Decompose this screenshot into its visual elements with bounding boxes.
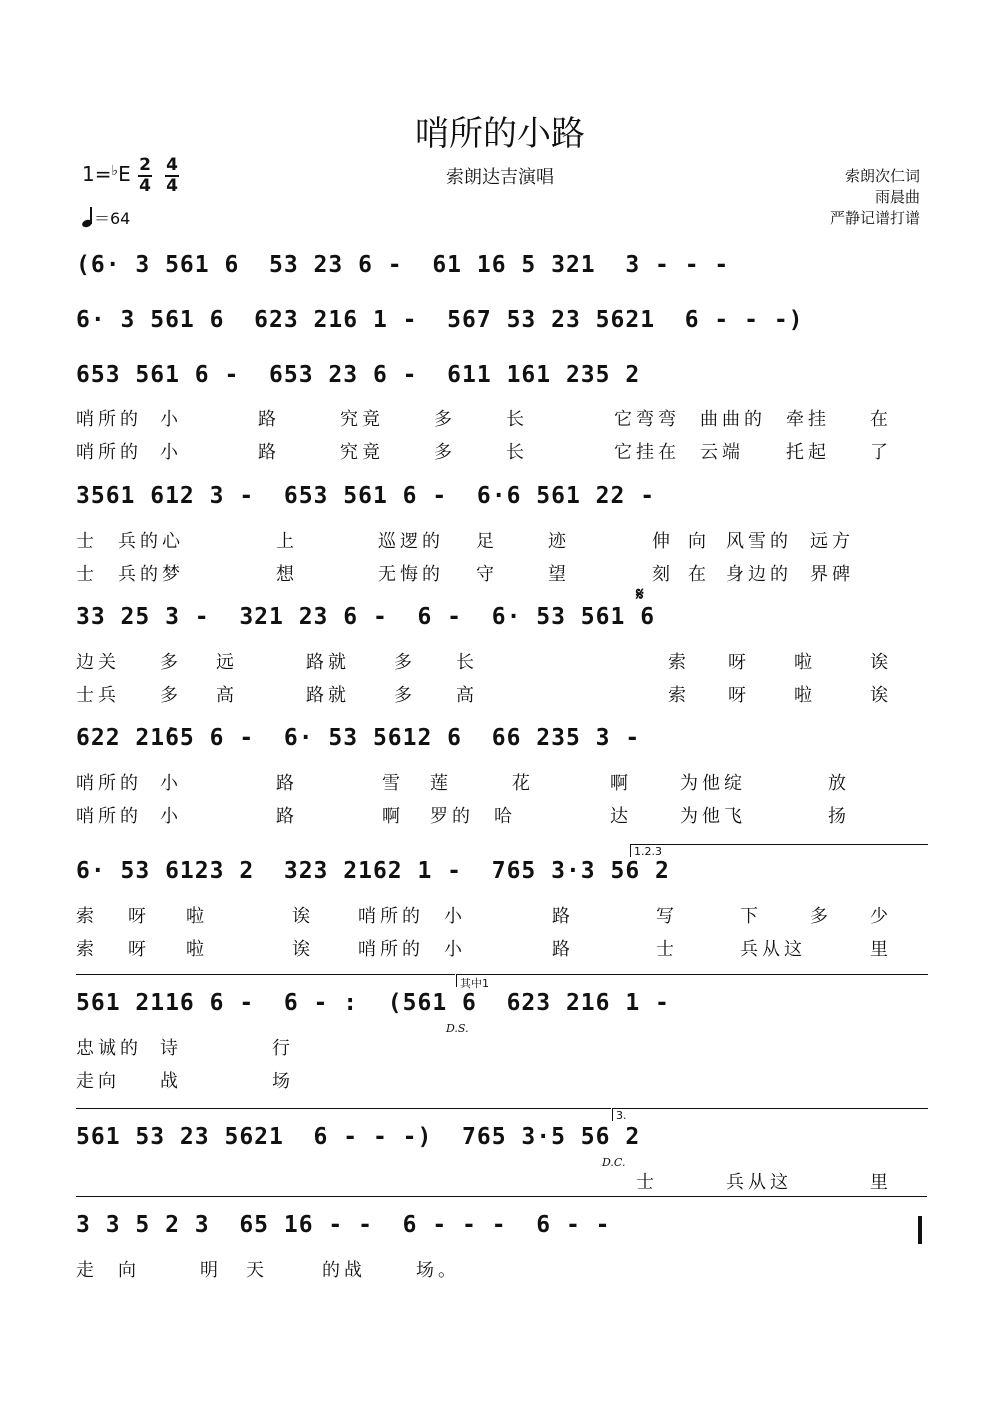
lyric-line: 走向 战 场	[76, 1071, 294, 1092]
volta-line	[76, 1196, 927, 1209]
ds-mark: D.S.	[446, 1022, 469, 1035]
score-row	[76, 307, 924, 343]
score-row	[76, 1124, 924, 1160]
segno-sign: 𝄋	[636, 584, 644, 605]
score-row	[76, 990, 924, 1026]
notation-line: 6· 3 561 6 623 216 1 - 567 53 23 5621 6 - - -)	[76, 307, 804, 333]
notation-line: (6· 3 561 6 53 23 6 - 61 16 5 321 3 - - -	[76, 252, 730, 278]
lyric-line: 士 兵的梦 想 无悔的 守 望 刻 在 身边的 界碑	[76, 564, 854, 585]
score-row	[76, 858, 924, 894]
score-row	[76, 483, 924, 519]
volta-bracket-123: 1.2.3	[630, 844, 928, 857]
tempo-marking: ＝64	[82, 206, 130, 229]
score-row	[76, 604, 924, 640]
volta-line	[76, 974, 455, 987]
lyric-line: 士 兵的心 上 巡逻的 足 迹 伸 向 风雪的 远方	[76, 531, 854, 552]
time-signature-2-4: $\frac{2}{4}$	[139, 155, 151, 196]
credits	[830, 166, 920, 229]
dc-mark: D.C.	[602, 1156, 626, 1169]
volta-line	[76, 1108, 611, 1121]
key-signature: 1=♭E	[82, 162, 131, 186]
score-row	[76, 725, 924, 761]
notation-line: 561 53 23 5621 6 - - -) 765 3·5 56 2	[76, 1124, 641, 1150]
notation-line: 561 2116 6 - 6 - : (561 6 623 216 1 -	[76, 990, 670, 1016]
lyric-line: 边关 多 远 路就 多 长 索 呀 啦 诶	[76, 652, 892, 673]
notation-line: 653 561 6 - 653 23 6 - 611 161 235 2	[76, 362, 641, 388]
singer-credit: 索朗达吉演唱	[446, 167, 554, 188]
notation-line: 33 25 3 - 321 23 6 - 6 - 6· 53 561 6	[76, 604, 656, 630]
lyric-line: 哨所的 小 路 啊 罗的 哈 达 为他飞 扬	[76, 806, 850, 827]
lyric-line: 哨所的 小 路 雪 莲 花 啊 为他绽 放	[76, 773, 850, 794]
lyric-line: 士兵 多 高 路就 多 高 索 呀 啦 诶	[76, 685, 892, 706]
score-row	[76, 252, 924, 288]
notation-line: 622 21̇65 6 - 6· 53 5612 6 66 235 3 -	[76, 725, 641, 751]
lyric-line: 索 呀 啦 诶 哨所的 小 路 士 兵从这 里	[76, 939, 892, 960]
score-row	[76, 362, 924, 398]
volta-bracket-middle: 其中1	[456, 974, 928, 987]
notation-line: 3 3 5 2 3 65 16 - - 6 - - - 6 - -	[76, 1212, 611, 1238]
score-row	[76, 1212, 924, 1248]
lyric-line: 士 兵从这 里	[636, 1172, 892, 1193]
lyric-line: 哨所的 小 路 究竟 多 长 它弯弯 曲曲的 牵挂 在	[76, 409, 892, 430]
lyric-line: 索 呀 啦 诶 哨所的 小 路 写 下 多 少	[76, 906, 892, 927]
song-title: 哨所的小路	[415, 114, 585, 154]
time-signature-4-4: $\frac{4}{4}$	[166, 155, 178, 196]
notation-line: 3561 612 3 - 653 561 6 - 6·6 561 22 -	[76, 483, 656, 509]
transcriber: 严静记谱打谱	[829, 209, 920, 227]
final-barline	[918, 1216, 922, 1244]
composer: 雨晨曲	[874, 188, 920, 206]
lyric-line: 哨所的 小 路 究竟 多 长 它挂在 云端 托起 了	[76, 442, 892, 463]
volta-bracket-3: 3.	[612, 1108, 928, 1121]
lyricist: 索朗次仁词	[844, 167, 920, 185]
notation-line: 6· 53 6123 2 323 2162 1 - 765 3·3 56 2	[76, 858, 670, 884]
lyric-line: 忠诚的 诗 行	[76, 1038, 294, 1059]
quarter-note-icon	[82, 207, 94, 227]
lyric-line: 走 向 明 天 的战 场。	[76, 1260, 460, 1281]
